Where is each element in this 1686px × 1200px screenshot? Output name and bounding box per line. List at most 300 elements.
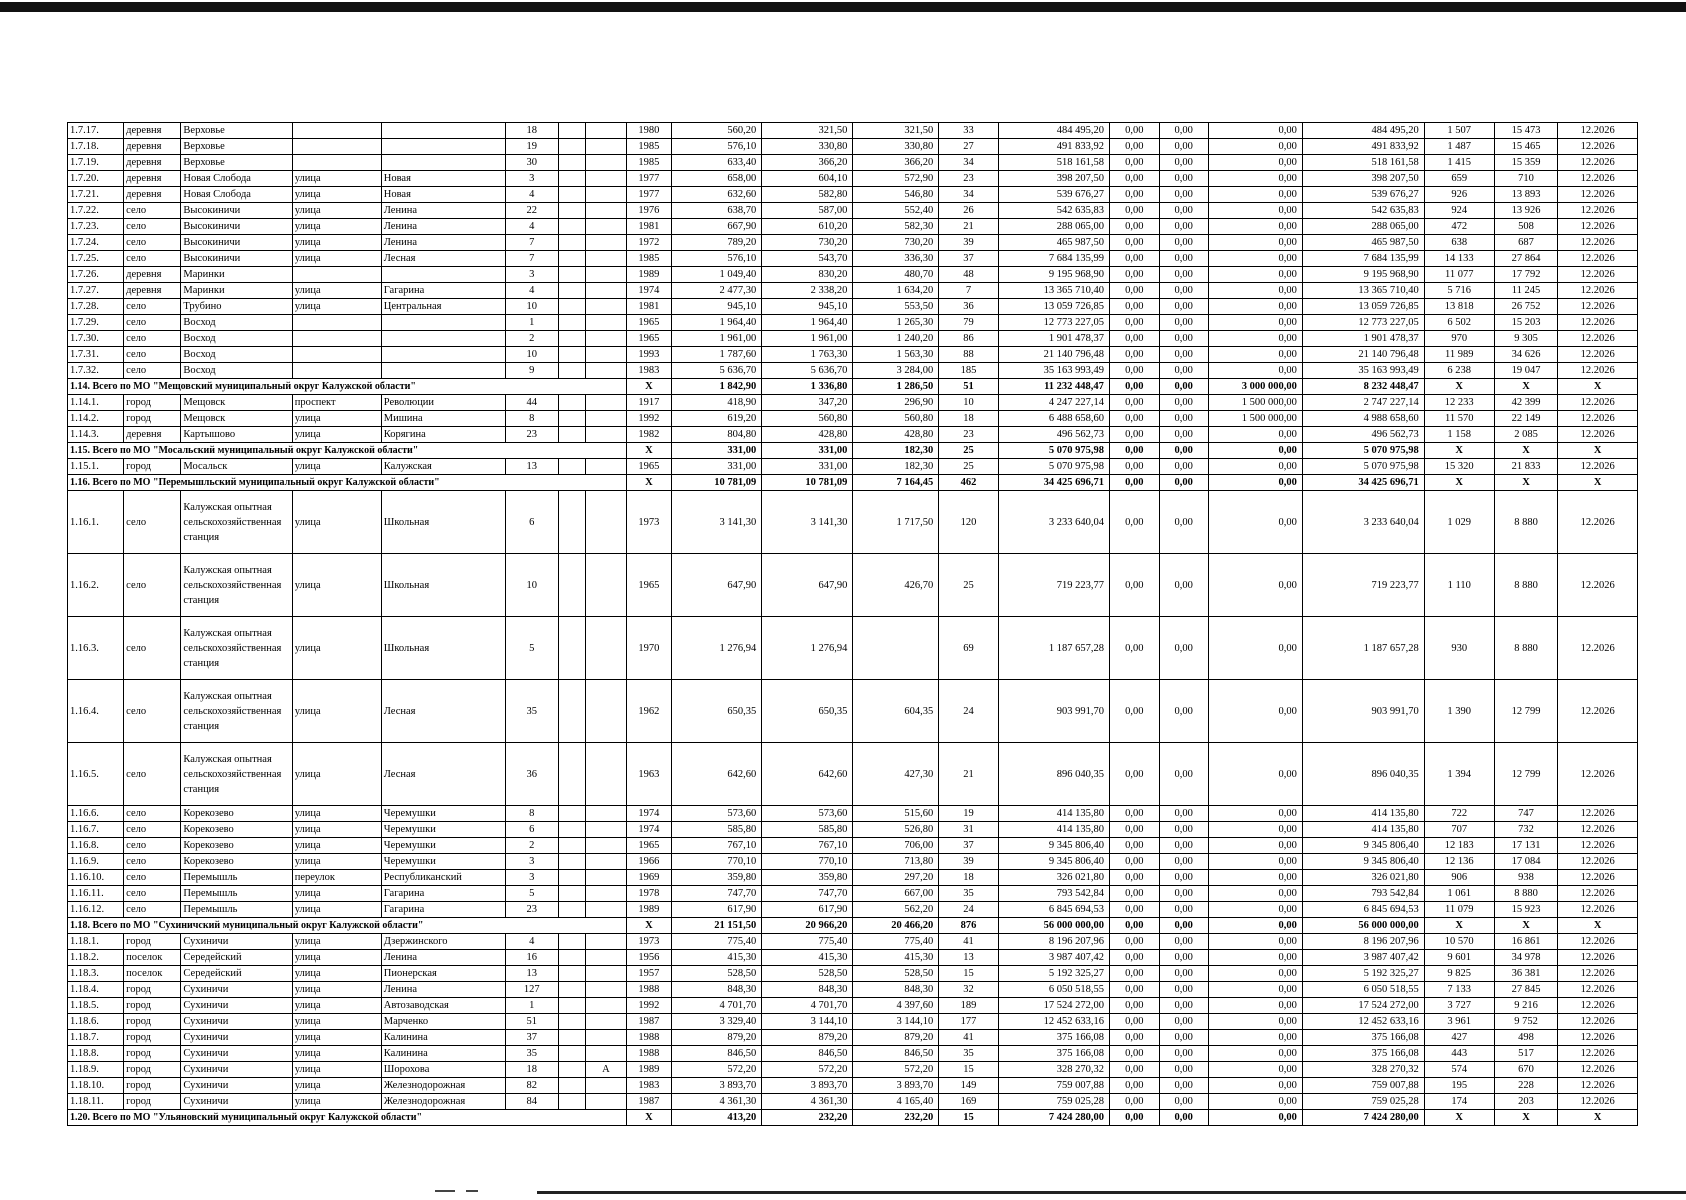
table-cell: 496 562,73	[1302, 427, 1424, 443]
table-cell: 12.2026	[1558, 982, 1638, 998]
table-cell: 0,00	[1208, 934, 1302, 950]
table-cell: 0,00	[1159, 235, 1208, 251]
table-row	[68, 902, 1638, 918]
table-cell: 9 305	[1494, 331, 1558, 347]
table-row	[68, 283, 1638, 299]
table-cell: Ленина	[381, 950, 505, 966]
table-cell: 4 701,70	[762, 998, 853, 1014]
table-cell: 491 833,92	[1302, 139, 1424, 155]
table-cell: Корекозево	[181, 838, 292, 854]
table-cell	[586, 459, 626, 475]
table-row	[68, 139, 1638, 155]
subtotal-cell: X	[1558, 379, 1638, 395]
table-cell: 3 141,30	[672, 491, 762, 554]
table-cell: 14 133	[1424, 251, 1494, 267]
table-cell: 82	[505, 1078, 558, 1094]
registry-table-container	[67, 122, 1638, 1126]
table-cell: 638,70	[672, 203, 762, 219]
subtotal-cell: 331,00	[762, 443, 853, 459]
subtotal-cell: 56 000 000,00	[1302, 918, 1424, 934]
table-cell	[586, 139, 626, 155]
table-cell: 0,00	[1208, 743, 1302, 806]
subtotal-cell: 15	[939, 1110, 998, 1126]
table-cell: улица	[292, 982, 381, 998]
table-cell: 48	[939, 267, 998, 283]
table-cell: Мещовск	[181, 395, 292, 411]
table-cell: 127	[505, 982, 558, 998]
table-cell	[586, 187, 626, 203]
subtotal-row	[68, 379, 1638, 395]
table-cell: 8 880	[1494, 886, 1558, 902]
table-cell: 0,00	[1159, 806, 1208, 822]
subtotal-cell: X	[626, 475, 672, 491]
table-cell	[558, 427, 586, 443]
subtotal-cell: 0,00	[1109, 1110, 1159, 1126]
table-cell	[586, 806, 626, 822]
table-cell	[586, 267, 626, 283]
table-cell: 0,00	[1109, 886, 1159, 902]
table-row	[68, 854, 1638, 870]
table-cell: 0,00	[1159, 998, 1208, 1014]
table-cell: 15 465	[1494, 139, 1558, 155]
table-cell: Лесная	[381, 680, 505, 743]
table-cell: 539 676,27	[998, 187, 1109, 203]
table-row	[68, 331, 1638, 347]
table-cell: 508	[1494, 219, 1558, 235]
table-cell	[292, 363, 381, 379]
table-cell: 1.7.17.	[68, 123, 124, 139]
subtotal-cell: 0,00	[1159, 379, 1208, 395]
table-cell: улица	[292, 966, 381, 982]
table-cell: улица	[292, 1094, 381, 1110]
table-cell: 418,90	[672, 395, 762, 411]
subtotal-cell: 232,20	[762, 1110, 853, 1126]
table-cell: 0,00	[1159, 870, 1208, 886]
table-cell: 1.16.9.	[68, 854, 124, 870]
table-cell: 426,70	[853, 554, 939, 617]
table-cell: 288 065,00	[1302, 219, 1424, 235]
subtotal-cell: X	[1424, 475, 1494, 491]
table-cell: село	[124, 870, 181, 886]
table-cell: 1.7.20.	[68, 171, 124, 187]
table-cell	[586, 363, 626, 379]
table-cell: 0,00	[1109, 251, 1159, 267]
table-cell	[586, 1078, 626, 1094]
table-cell: 0,00	[1109, 411, 1159, 427]
table-cell: 443	[1424, 1046, 1494, 1062]
table-cell: 17 131	[1494, 838, 1558, 854]
table-cell: 398 207,50	[1302, 171, 1424, 187]
table-cell: 428,80	[853, 427, 939, 443]
table-cell: 496 562,73	[998, 427, 1109, 443]
table-cell: 0,00	[1159, 617, 1208, 680]
table-cell: 560,20	[672, 123, 762, 139]
table-cell	[586, 123, 626, 139]
table-cell: 0,00	[1159, 854, 1208, 870]
table-cell: 3 987 407,42	[1302, 950, 1424, 966]
subtotal-cell: 182,30	[853, 443, 939, 459]
table-cell: 1965	[626, 459, 672, 475]
table-cell: 719 223,77	[1302, 554, 1424, 617]
table-cell: 5 192 325,27	[998, 966, 1109, 982]
table-row	[68, 235, 1638, 251]
table-cell: 9 345 806,40	[998, 854, 1109, 870]
table-cell	[558, 1014, 586, 1030]
table-cell: 1 276,94	[672, 617, 762, 680]
table-cell: 0,00	[1109, 870, 1159, 886]
table-cell: 37	[939, 251, 998, 267]
table-cell: 0,00	[1208, 1078, 1302, 1094]
table-row	[68, 267, 1638, 283]
table-cell: 587,00	[762, 203, 853, 219]
table-cell: 0,00	[1109, 1062, 1159, 1078]
table-cell: 12 183	[1424, 838, 1494, 854]
table-cell: 3 727	[1424, 998, 1494, 1014]
table-cell: 1982	[626, 427, 672, 443]
table-cell: 1 394	[1424, 743, 1494, 806]
table-cell: 15 923	[1494, 902, 1558, 918]
table-cell: 398 207,50	[998, 171, 1109, 187]
table-cell: 6 502	[1424, 315, 1494, 331]
subtotal-cell: X	[626, 443, 672, 459]
table-cell: Ленина	[381, 219, 505, 235]
table-cell: Перемышль	[181, 902, 292, 918]
subtotal-cell: 10 781,09	[672, 475, 762, 491]
table-cell: Железнодорожная	[381, 1094, 505, 1110]
subtotal-cell: X	[1558, 475, 1638, 491]
table-cell: 44	[505, 395, 558, 411]
table-cell: 1 029	[1424, 491, 1494, 554]
table-cell: 415,30	[762, 950, 853, 966]
table-cell: 1.7.31.	[68, 347, 124, 363]
table-cell: 0,00	[1109, 187, 1159, 203]
table-cell: Школьная	[381, 554, 505, 617]
table-cell: город	[124, 1062, 181, 1078]
table-cell: 552,40	[853, 203, 939, 219]
table-cell: 0,00	[1109, 680, 1159, 743]
table-cell: город	[124, 1046, 181, 1062]
table-cell: 1962	[626, 680, 672, 743]
table-cell	[586, 617, 626, 680]
table-cell: 12 773 227,05	[998, 315, 1109, 331]
table-cell: 428,80	[762, 427, 853, 443]
table-cell: Маринки	[181, 283, 292, 299]
table-cell: 414 135,80	[1302, 806, 1424, 822]
table-cell: 1.16.1.	[68, 491, 124, 554]
table-cell: 15 320	[1424, 459, 1494, 475]
table-cell: 3 961	[1424, 1014, 1494, 1030]
table-cell: 1917	[626, 395, 672, 411]
table-cell: 1980	[626, 123, 672, 139]
table-cell: 0,00	[1159, 950, 1208, 966]
table-cell: 4 361,30	[762, 1094, 853, 1110]
table-cell: Шорохова	[381, 1062, 505, 1078]
table-cell: 13 365 710,40	[1302, 283, 1424, 299]
table-cell: село	[124, 806, 181, 822]
table-cell	[292, 267, 381, 283]
table-cell: 0,00	[1208, 1062, 1302, 1078]
table-cell: 15	[939, 1062, 998, 1078]
table-cell: 336,30	[853, 251, 939, 267]
table-cell: Лесная	[381, 743, 505, 806]
table-cell: 10	[505, 347, 558, 363]
table-cell: город	[124, 1030, 181, 1046]
table-cell: 0,00	[1109, 235, 1159, 251]
table-cell: 375 166,08	[998, 1030, 1109, 1046]
table-cell: 498	[1494, 1030, 1558, 1046]
table-cell: 11 570	[1424, 411, 1494, 427]
table-row	[68, 299, 1638, 315]
table-cell: Калужская опытная сельскохозяйственная станция	[181, 617, 292, 680]
table-cell: 12.2026	[1558, 966, 1638, 982]
table-cell: 6 050 518,55	[1302, 982, 1424, 998]
table-cell	[558, 203, 586, 219]
table-cell: 12.2026	[1558, 1062, 1638, 1078]
table-cell: Гагарина	[381, 886, 505, 902]
table-cell: 1 964,40	[762, 315, 853, 331]
table-cell: 1 634,20	[853, 283, 939, 299]
subtotal-cell: 11 232 448,47	[998, 379, 1109, 395]
table-row	[68, 617, 1638, 680]
table-cell: 926	[1424, 187, 1494, 203]
table-cell	[586, 219, 626, 235]
table-cell: 1988	[626, 982, 672, 998]
table-cell: 0,00	[1208, 1030, 1302, 1046]
table-cell: 12 799	[1494, 743, 1558, 806]
table-cell: 848,30	[762, 982, 853, 998]
table-cell: 0,00	[1208, 299, 1302, 315]
table-cell: 659	[1424, 171, 1494, 187]
table-cell: 1.7.24.	[68, 235, 124, 251]
table-cell: 6	[505, 491, 558, 554]
table-cell: 8 196 207,96	[1302, 934, 1424, 950]
table-cell: 0,00	[1109, 331, 1159, 347]
table-cell: деревня	[124, 155, 181, 171]
table-cell: 12.2026	[1558, 998, 1638, 1014]
table-cell	[558, 966, 586, 982]
table-cell: 642,60	[762, 743, 853, 806]
table-cell: 330,80	[853, 139, 939, 155]
table-cell: переулок	[292, 870, 381, 886]
table-cell: 120	[939, 491, 998, 554]
table-cell: 585,80	[672, 822, 762, 838]
table-cell: 7 684 135,99	[998, 251, 1109, 267]
table-cell: село	[124, 235, 181, 251]
table-cell: 17 792	[1494, 267, 1558, 283]
table-cell: 1.7.22.	[68, 203, 124, 219]
table-cell: 465 987,50	[1302, 235, 1424, 251]
table-cell: Корекозево	[181, 854, 292, 870]
table-cell: 25	[939, 459, 998, 475]
table-cell: 667,00	[853, 886, 939, 902]
table-cell: 0,00	[1208, 283, 1302, 299]
table-cell: 0,00	[1159, 363, 1208, 379]
table-cell: Корекозево	[181, 822, 292, 838]
table-cell	[586, 822, 626, 838]
table-row	[68, 1030, 1638, 1046]
table-cell: 1.16.8.	[68, 838, 124, 854]
table-cell: 3	[505, 171, 558, 187]
table-cell: 573,60	[672, 806, 762, 822]
table-cell: 924	[1424, 203, 1494, 219]
table-cell: 585,80	[762, 822, 853, 838]
table-cell: 1985	[626, 139, 672, 155]
table-cell: 33	[939, 123, 998, 139]
table-cell: 687	[1494, 235, 1558, 251]
table-cell	[586, 155, 626, 171]
table-cell: улица	[292, 251, 381, 267]
table-cell: 1.14.1.	[68, 395, 124, 411]
subtotal-cell: 0,00	[1159, 443, 1208, 459]
table-cell: 1.7.32.	[68, 363, 124, 379]
subtotal-cell: X	[1558, 918, 1638, 934]
table-cell: деревня	[124, 123, 181, 139]
subtotal-cell: 5 070 975,98	[998, 443, 1109, 459]
table-cell: 1.16.2.	[68, 554, 124, 617]
table-cell: 5 636,70	[672, 363, 762, 379]
table-cell: 12.2026	[1558, 235, 1638, 251]
table-cell: 0,00	[1159, 347, 1208, 363]
table-cell: село	[124, 838, 181, 854]
table-cell: поселок	[124, 966, 181, 982]
table-cell: село	[124, 363, 181, 379]
table-cell: 297,20	[853, 870, 939, 886]
table-cell: 296,90	[853, 395, 939, 411]
table-cell: Маринки	[181, 267, 292, 283]
table-cell: 576,10	[672, 139, 762, 155]
table-cell: улица	[292, 1046, 381, 1062]
table-cell: Перемышль	[181, 886, 292, 902]
table-cell: город	[124, 1014, 181, 1030]
table-cell: 27	[939, 139, 998, 155]
table-cell: А	[586, 1062, 626, 1078]
table-cell	[586, 838, 626, 854]
table-cell: улица	[292, 822, 381, 838]
table-cell: 0,00	[1208, 966, 1302, 982]
table-cell: 1.18.3.	[68, 966, 124, 982]
table-cell: 775,40	[762, 934, 853, 950]
table-cell: 0,00	[1159, 299, 1208, 315]
table-cell: Школьная	[381, 491, 505, 554]
table-cell: 35	[939, 1046, 998, 1062]
table-cell	[381, 155, 505, 171]
table-cell	[853, 617, 939, 680]
table-cell	[381, 123, 505, 139]
table-cell: 0,00	[1109, 554, 1159, 617]
table-cell: 359,80	[672, 870, 762, 886]
table-cell: 775,40	[672, 934, 762, 950]
table-cell	[586, 427, 626, 443]
subtotal-cell: 25	[939, 443, 998, 459]
table-cell	[558, 1046, 586, 1062]
table-cell: 35	[505, 1046, 558, 1062]
table-cell: 3 893,70	[762, 1078, 853, 1094]
table-cell: 722	[1424, 806, 1494, 822]
subtotal-title: 1.16. Всего по МО "Перемышльский муниципальный округ Калужской области"	[68, 475, 627, 491]
table-cell: 41	[939, 1030, 998, 1046]
table-cell: 8 880	[1494, 554, 1558, 617]
table-cell: 10	[505, 554, 558, 617]
table-cell: 12.2026	[1558, 427, 1638, 443]
table-cell: 1965	[626, 315, 672, 331]
table-cell: улица	[292, 806, 381, 822]
table-cell: город	[124, 395, 181, 411]
table-cell: 1.15.1.	[68, 459, 124, 475]
table-cell	[381, 347, 505, 363]
table-cell: 0,00	[1109, 966, 1159, 982]
table-row	[68, 251, 1638, 267]
table-cell: 804,80	[672, 427, 762, 443]
table-cell: село	[124, 203, 181, 219]
table-cell: 1.7.26.	[68, 267, 124, 283]
table-cell: 1977	[626, 187, 672, 203]
table-cell	[558, 187, 586, 203]
table-cell: Сухиничи	[181, 1030, 292, 1046]
table-cell: 1974	[626, 283, 672, 299]
table-cell: улица	[292, 427, 381, 443]
table-cell: 0,00	[1208, 870, 1302, 886]
subtotal-title: 1.14. Всего по МО "Мещовский муниципальный округ Калужской области"	[68, 379, 627, 395]
table-cell: 747,70	[672, 886, 762, 902]
table-cell: 169	[939, 1094, 998, 1110]
table-cell: 1 049,40	[672, 267, 762, 283]
table-cell: 328 270,32	[998, 1062, 1109, 1078]
table-cell	[586, 491, 626, 554]
table-cell: 1.16.11.	[68, 886, 124, 902]
subtotal-title: 1.18. Всего по МО "Сухиничский муниципальный округ Калужской области"	[68, 918, 627, 934]
subtotal-cell: 21 151,50	[672, 918, 762, 934]
table-cell: 1972	[626, 235, 672, 251]
table-row	[68, 743, 1638, 806]
table-cell: 3 141,30	[762, 491, 853, 554]
table-cell	[586, 1094, 626, 1110]
table-cell: город	[124, 411, 181, 427]
table-cell: 21 140 796,48	[998, 347, 1109, 363]
table-cell: Ленина	[381, 982, 505, 998]
table-cell: 638	[1424, 235, 1494, 251]
table-cell: 12.2026	[1558, 680, 1638, 743]
table-cell	[381, 363, 505, 379]
table-cell: 0,00	[1208, 267, 1302, 283]
table-cell: 491 833,92	[998, 139, 1109, 155]
table-cell: 1 500 000,00	[1208, 395, 1302, 411]
table-cell: 0,00	[1109, 1094, 1159, 1110]
subtotal-cell: 8 232 448,47	[1302, 379, 1424, 395]
table-cell: 1.18.9.	[68, 1062, 124, 1078]
table-cell: улица	[292, 171, 381, 187]
table-cell: 86	[939, 331, 998, 347]
table-cell: 0,00	[1208, 427, 1302, 443]
table-cell: 0,00	[1109, 1078, 1159, 1094]
table-cell: 36	[939, 299, 998, 315]
table-cell: Восход	[181, 347, 292, 363]
table-row	[68, 427, 1638, 443]
subtotal-cell: 3 000 000,00	[1208, 379, 1302, 395]
subtotal-title: 1.15. Всего по МО "Мосальский муниципальный округ Калужской области"	[68, 443, 627, 459]
table-cell: 1981	[626, 219, 672, 235]
table-cell: 572,20	[762, 1062, 853, 1078]
table-cell: 0,00	[1159, 139, 1208, 155]
table-cell: Гагарина	[381, 902, 505, 918]
table-cell: 12.2026	[1558, 902, 1638, 918]
table-cell: 19	[505, 139, 558, 155]
table-cell: 4	[505, 187, 558, 203]
table-cell: 12 452 633,16	[1302, 1014, 1424, 1030]
table-cell: Калинина	[381, 1030, 505, 1046]
table-cell: 3	[505, 267, 558, 283]
table-cell: 1988	[626, 1030, 672, 1046]
table-cell: Восход	[181, 331, 292, 347]
